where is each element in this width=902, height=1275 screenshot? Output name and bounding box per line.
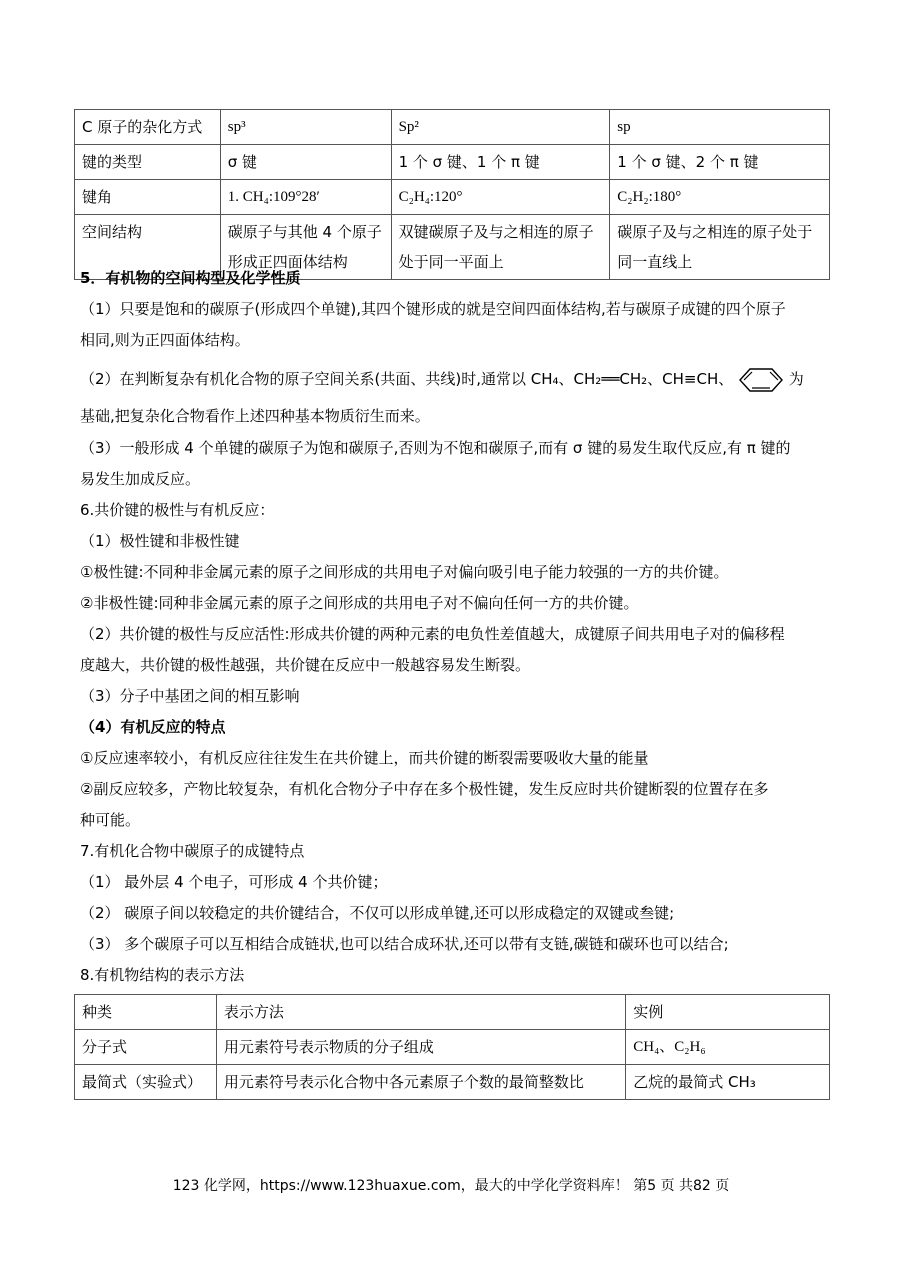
table-cell: 用元素符号表示物质的分子组成 <box>216 1030 625 1065</box>
paragraph: （2）共价键的极性与反应活性:形成共价键的两种元素的电负性差值越大，成键原子间共用电子对的偏移程 <box>80 625 785 643</box>
table-cell: 分子式 <box>75 1030 217 1065</box>
paragraph: ②非极性键:同种非金属元素的原子之间形成的共用电子对不偏向任何一方的共价键。 <box>80 594 639 612</box>
structure-representation-table <box>74 994 830 1100</box>
table-cell: C₂H₂:180° <box>610 180 830 215</box>
paragraph-text: （2）在判断复杂有机化合物的原子空间关系(共面、共线)时,通常以 CH₄、CH₂══CH₂、CH≡CH、 <box>80 370 734 388</box>
table-cell: 种类 <box>75 995 217 1030</box>
paragraph: （3） 多个碳原子可以互相结合成链状,也可以结合成环状,还可以带有支链,碳链和碳环也可以结合; <box>80 935 729 953</box>
paragraph: 基础,把复杂化合物看作上述四种基本物质衍生而来。 <box>80 407 430 425</box>
paragraph: （4）有机反应的特点 <box>80 718 226 736</box>
hybridization-table <box>74 109 830 280</box>
table-row <box>75 110 830 145</box>
section-6-heading: 6.共价键的极性与有机反应： <box>80 501 275 519</box>
paragraph: （3）一般形成 4 个单键的碳原子为饱和碳原子,否则为不饱和碳原子,而有 σ 键的易发生取代反应,有 π 键的 <box>80 439 791 457</box>
section-7-heading: 7.有机化合物中碳原子的成键特点 <box>80 842 305 860</box>
table-cell: 键角 <box>75 180 221 215</box>
paragraph: 种可能。 <box>80 811 141 829</box>
table-cell: 碳原子及与之相连的原子处于同一直线上 <box>610 215 830 280</box>
table-cell: 实例 <box>626 995 830 1030</box>
table-cell: sp³ <box>220 110 391 145</box>
page-footer: 123 化学网，https://www.123huaxue.com，最大的中学化学资料库！ 第5 页 共82 页 <box>172 1178 730 1194</box>
table-cell: σ 键 <box>220 145 391 180</box>
paragraph: 度越大，共价键的极性越强，共价键在反应中一般越容易发生断裂。 <box>80 656 531 674</box>
table-cell: sp <box>610 110 830 145</box>
paragraph: 相同,则为正四面体结构。 <box>80 331 250 349</box>
section-5-heading: 5．有机物的空间构型及化学性质 <box>80 269 301 287</box>
table-cell: 表示方法 <box>216 995 625 1030</box>
table-cell: 用元素符号表示化合物中各元素原子个数的最简整数比 <box>216 1065 625 1100</box>
benzene-ring-icon <box>738 367 784 393</box>
table-row <box>75 145 830 180</box>
paragraph: 易发生加成反应。 <box>80 470 201 488</box>
paragraph: ②副反应较多，产物比较复杂，有机化合物分子中存在多个极性键，发生反应时共价键断裂的位置存在多 <box>80 780 769 798</box>
table-row <box>75 180 830 215</box>
table-cell: Sp² <box>391 110 610 145</box>
paragraph-text: 为 <box>788 370 804 388</box>
table-row <box>75 1030 830 1065</box>
table-cell: 空间结构 <box>75 215 221 280</box>
paragraph: （3）分子中基团之间的相互影响 <box>80 687 300 705</box>
table-cell: C₂H₄:120° <box>391 180 610 215</box>
paragraph <box>80 364 825 395</box>
table-cell: 键的类型 <box>75 145 221 180</box>
table-cell: 1 个 σ 键、2 个 π 键 <box>610 145 830 180</box>
table-cell: 1. CH₄:109°28′ <box>220 180 391 215</box>
table-cell: 双键碳原子及与之相连的原子处于同一平面上 <box>391 215 610 280</box>
table-row <box>75 1065 830 1100</box>
table-cell: C 原子的杂化方式 <box>75 110 221 145</box>
paragraph: ①极性键:不同种非金属元素的原子之间形成的共用电子对偏向吸引电子能力较强的一方的共价键。 <box>80 563 729 581</box>
paragraph: （1）只要是饱和的碳原子(形成四个单键),其四个键形成的就是空间四面体结构,若与碳原子成键的四个原子 <box>80 300 786 318</box>
table-cell: 最简式（实验式） <box>75 1065 217 1100</box>
table-cell: 乙烷的最简式 CH₃ <box>626 1065 830 1100</box>
table-cell: 1 个 σ 键、1 个 π 键 <box>391 145 610 180</box>
paragraph: （2） 碳原子间以较稳定的共价键结合，不仅可以形成单键,还可以形成稳定的双键或叁键; <box>80 904 675 922</box>
table-row <box>75 995 830 1030</box>
paragraph: （1） 最外层 4 个电子，可形成 4 个共价键； <box>80 873 388 891</box>
paragraph: ①反应速率较小，有机反应往往发生在共价键上，而共价键的断裂需要吸收大量的能量 <box>80 749 649 767</box>
table-cell: 碳原子与其他 4 个原子形成正四面体结构 <box>220 215 391 280</box>
paragraph: （1）极性键和非极性键 <box>80 532 240 550</box>
table-cell: CH₄、C₂H₆ <box>626 1030 830 1065</box>
section-8-heading: 8.有机物结构的表示方法 <box>80 966 245 984</box>
